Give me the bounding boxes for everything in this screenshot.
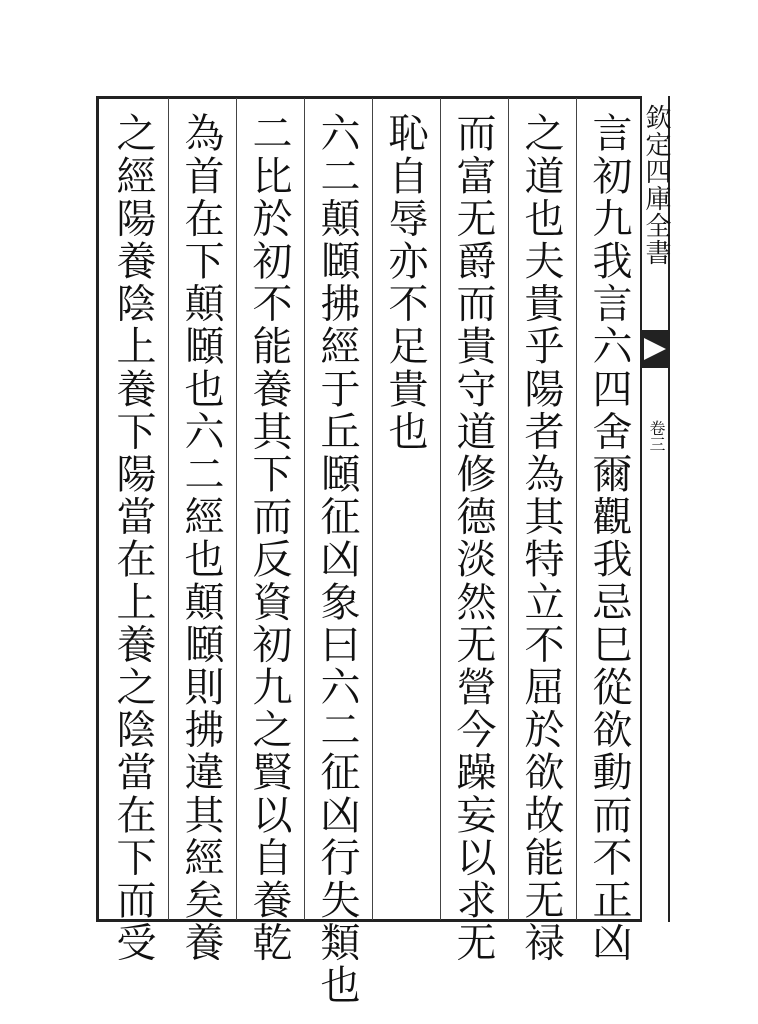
fish-tail-mark-icon <box>640 330 670 368</box>
column-rule <box>576 98 577 920</box>
text-column-4: 恥自辱亦不足貴也 <box>382 112 428 453</box>
column-rule <box>440 98 441 920</box>
column-rule <box>372 98 373 920</box>
text-column-1: 言初九我言六四舍爾觀我忌巳從欲動而不正凶 <box>586 112 632 964</box>
text-column-5: 六二顛頥拂經于丘頥征凶象曰六二征凶行失類也 <box>314 112 360 1007</box>
book-title: 欽定四庫全書 <box>641 104 671 266</box>
column-rule <box>508 98 509 920</box>
text-column-7: 為首在下顛頥也六二經也顛頥則拂違其經矣養 <box>178 112 224 964</box>
text-column-8: 之經陽養陰上養下陽當在上養之陰當在下而受 <box>110 112 156 964</box>
text-column-2: 之道也夫貴乎陽者為其特立不屈於欲故能无禄 <box>518 112 564 964</box>
column-rule <box>236 98 237 920</box>
text-column-3: 而富无爵而貴守道修德淡然无營今躁妄以求无 <box>450 112 496 964</box>
text-column-6: 二比於初不能養其下而反資初九之賢以自養乾 <box>246 112 292 964</box>
volume-number: 卷三 <box>647 420 666 452</box>
column-rule <box>304 98 305 920</box>
column-rule <box>168 98 169 920</box>
